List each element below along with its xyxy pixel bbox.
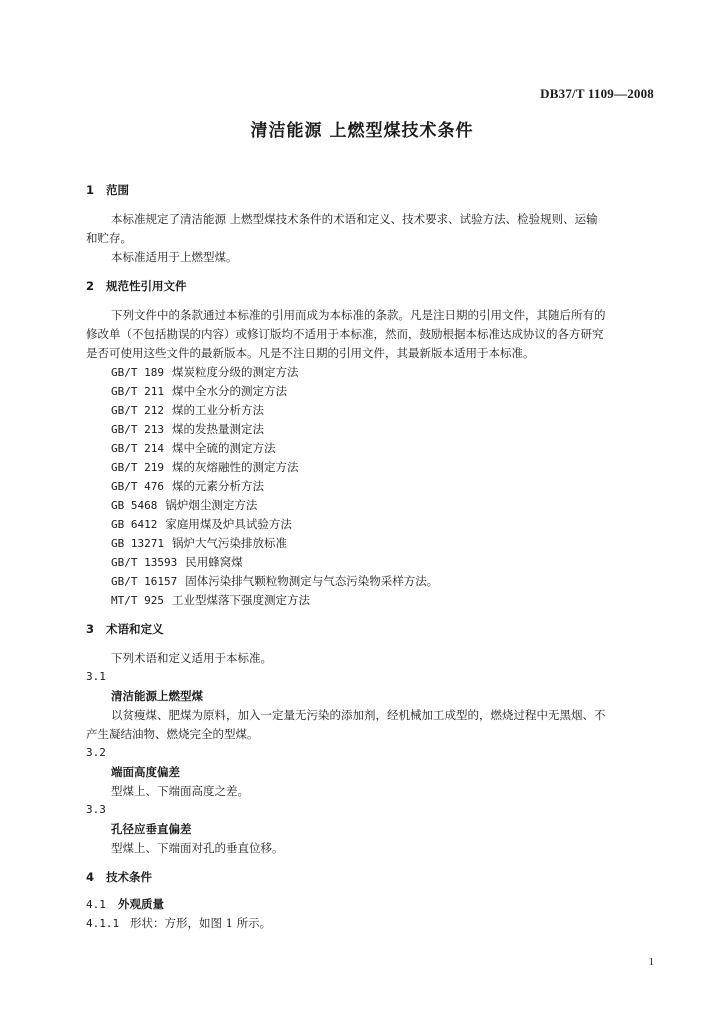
reference-item <box>111 536 287 551</box>
reference-code: GB/T 211 <box>111 385 164 398</box>
subsection-number: 4.1 <box>86 898 106 911</box>
term-definition-line: 产生凝结油物、燃烧完全的型煤。 <box>86 727 259 741</box>
section-2-paragraph-line: 是否可使用这些文件的最新版本。凡是不注日期的引用文件，其最新版本适用于本标准。 <box>86 346 535 360</box>
section-number: 4 <box>86 870 95 884</box>
reference-code: GB/T 476 <box>111 480 164 493</box>
term-number: 3.1 <box>86 670 106 683</box>
reference-code: MT/T 925 <box>111 594 164 607</box>
reference-item <box>111 498 257 513</box>
reference-name: 煤的元素分析方法 <box>171 479 264 493</box>
term-definition: 型煤上、下端面高度之差。 <box>111 784 249 798</box>
reference-code: GB 5468 <box>111 499 158 512</box>
reference-name: 煤的工业分析方法 <box>171 403 264 417</box>
reference-item <box>111 593 310 608</box>
section-title: 技术条件 <box>106 870 152 884</box>
term-number: 3.2 <box>86 746 106 759</box>
section-number: 1 <box>86 183 95 197</box>
reference-name: 家庭用煤及炉具试验方法 <box>165 517 292 531</box>
section-title: 范围 <box>106 183 129 197</box>
section-2-paragraph-line: 下列文件中的条款通过本标准的引用而成为本标准的条款。凡是注日期的引用文件，其随后所有的 <box>111 308 606 322</box>
reference-item <box>111 422 264 437</box>
section-1-heading <box>86 183 129 197</box>
section-3-intro: 下列术语和定义适用于本标准。 <box>111 651 272 665</box>
clause-4-1-1 <box>86 916 271 931</box>
subsection-title: 外观质量 <box>118 897 164 911</box>
section-2-paragraph-line: 修改单（不包括勘误的内容）或修订版均不适用于本标准，然而，鼓励根据本标准达成协议的各方研究 <box>86 327 604 341</box>
reference-item <box>111 555 243 570</box>
reference-item <box>111 479 264 494</box>
reference-code: GB/T 213 <box>111 423 164 436</box>
reference-code: GB/T 219 <box>111 461 164 474</box>
term-name: 清洁能源上燃型煤 <box>111 689 203 703</box>
section-4-heading <box>86 870 152 884</box>
reference-name: 民用蜂窝煤 <box>185 555 243 569</box>
reference-code: GB/T 214 <box>111 442 164 455</box>
section-2-heading <box>86 279 187 293</box>
reference-name: 煤中全水分的测定方法 <box>171 384 287 398</box>
section-number: 3 <box>86 622 95 636</box>
reference-code: GB/T 212 <box>111 404 164 417</box>
term-definition-line: 以贫瘦煤、肥煤为原料，加入一定量无污染的添加剂，经机械加工成型的，燃烧过程中无黑烟、不 <box>111 708 606 722</box>
reference-item <box>111 574 438 589</box>
section-1-paragraph-line: 本标准规定了清洁能源 上燃型煤技术条件的术语和定义、技术要求、试验方法、检验规则、运输 <box>111 212 598 226</box>
term-definition: 型煤上、下端面对孔的垂直位移。 <box>111 841 284 855</box>
reference-name: 锅炉烟尘测定方法 <box>165 498 258 512</box>
reference-code: GB 13271 <box>111 537 164 550</box>
reference-item <box>111 517 292 532</box>
reference-name: 煤的灰熔融性的测定方法 <box>171 460 299 474</box>
reference-code: GB 6412 <box>111 518 158 531</box>
reference-code: GB/T 189 <box>111 366 164 379</box>
term-name: 端面高度偏差 <box>111 765 180 779</box>
reference-name: 固体污染排气颗粒物测定与气态污染物采样方法。 <box>185 574 439 588</box>
section-3-heading <box>86 622 164 636</box>
document-title: 清洁能源 上燃型煤技术条件 <box>250 121 474 141</box>
section-1-paragraph: 本标准适用于上燃型煤。 <box>111 250 238 264</box>
reference-item <box>111 441 275 456</box>
reference-code: GB/T 16157 <box>111 575 178 588</box>
term-number: 3.3 <box>86 803 106 816</box>
reference-code: GB/T 13593 <box>111 556 178 569</box>
section-1-paragraph-line: 和贮存。 <box>86 231 132 245</box>
reference-name: 工业型煤落下强度测定方法 <box>171 593 310 607</box>
reference-name: 煤的发热量测定法 <box>171 422 264 436</box>
standard-code: DB37/T 1109—2008 <box>540 86 654 101</box>
reference-item <box>111 403 264 418</box>
reference-name: 锅炉大气污染排放标准 <box>171 536 287 550</box>
reference-item <box>111 460 298 475</box>
reference-name: 煤中全硫的测定方法 <box>171 441 276 455</box>
subsection-4-1-heading <box>86 897 164 912</box>
section-title: 术语和定义 <box>106 622 164 636</box>
page-number: 1 <box>648 956 654 968</box>
section-number: 2 <box>86 279 95 293</box>
clause-number: 4.1.1 <box>86 917 120 930</box>
reference-item <box>111 384 287 399</box>
reference-item <box>111 365 298 380</box>
reference-name: 煤炭粒度分级的测定方法 <box>171 365 299 379</box>
section-title: 规范性引用文件 <box>106 279 187 293</box>
term-name: 孔径应垂直偏差 <box>111 822 192 836</box>
clause-text: 形状：方形，如图 1 所示。 <box>130 916 272 930</box>
